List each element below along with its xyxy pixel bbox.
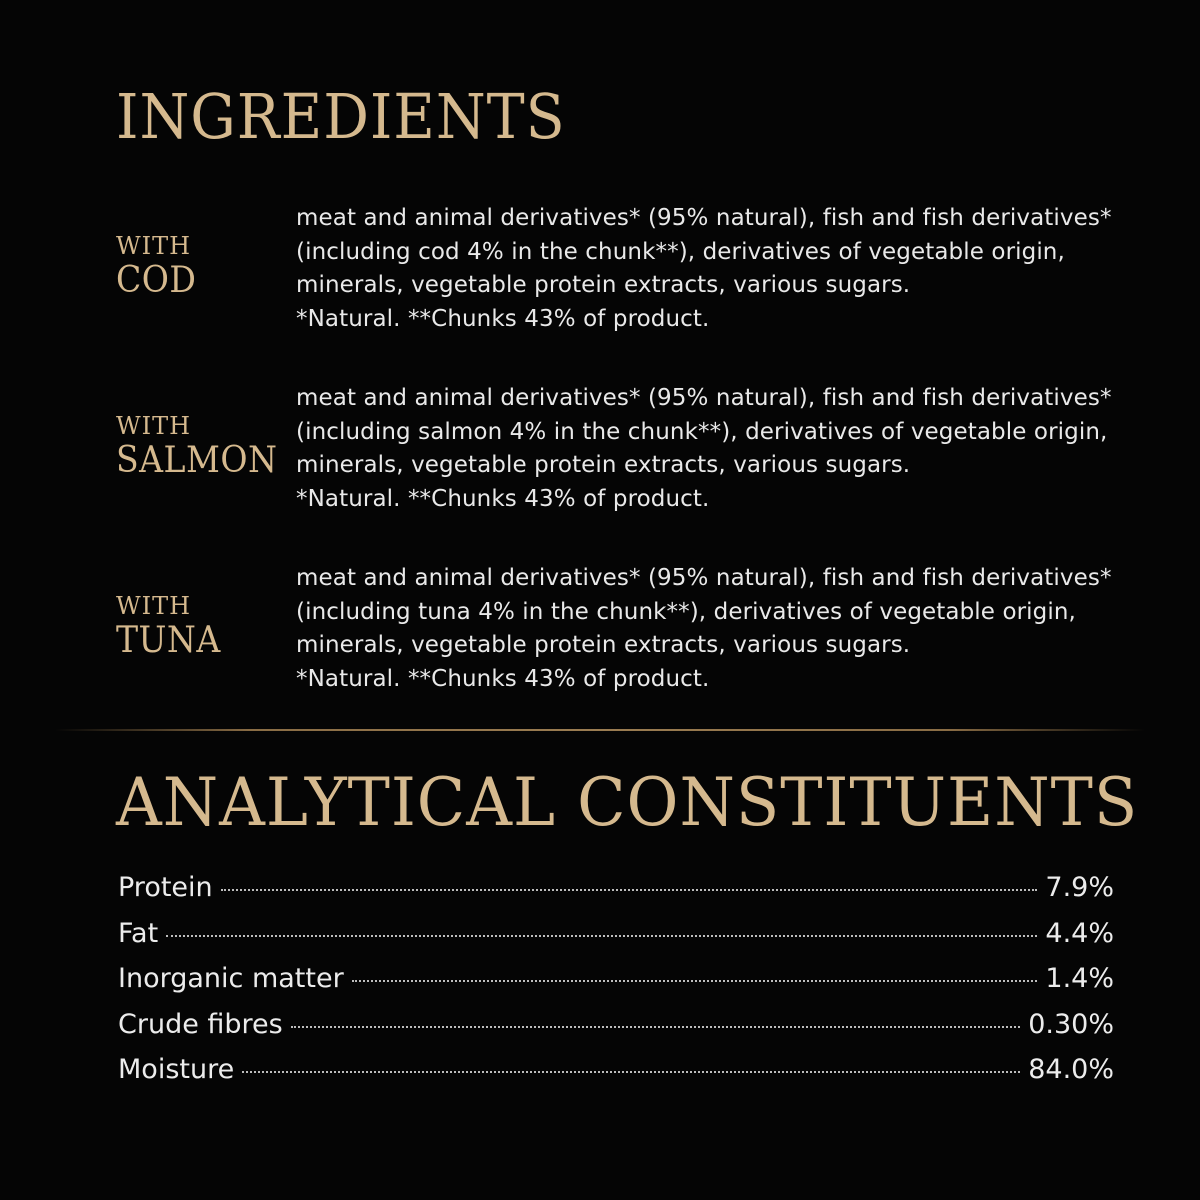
section-divider	[55, 729, 1145, 731]
analytical-constituents-title: ANALYTICAL CONSTITUENTS	[116, 764, 1139, 841]
dotted-leader	[291, 1026, 1020, 1028]
variant-cod	[0, 205, 1200, 348]
ingredient-line: minerals, vegetable protein extracts, various sugars.	[296, 272, 911, 299]
ingredient-line: (including cod 4% in the chunk**), derivatives of vegetable origin,	[296, 238, 1065, 265]
constituent-name: Moisture	[118, 1054, 235, 1085]
variant-salmon	[0, 385, 1200, 528]
variant-with-label: WITH	[116, 232, 192, 260]
ingredient-footnote: *Natural. **Chunks 43% of product.	[296, 306, 710, 333]
variant-tuna	[0, 565, 1200, 708]
constituent-row-fat	[118, 918, 1114, 964]
ingredient-line: meat and animal derivatives* (95% natural), fish and fish derivatives*	[296, 205, 1112, 231]
variant-ingredient-text	[296, 562, 1196, 697]
constituent-value: 1.4%	[1045, 963, 1114, 994]
ingredient-line: meat and animal derivatives* (95% natural), fish and fish derivatives*	[296, 385, 1112, 411]
dotted-leader	[242, 1071, 1020, 1073]
dotted-leader	[166, 935, 1037, 937]
dotted-leader	[221, 889, 1038, 891]
constituent-name: Fat	[118, 917, 159, 949]
constituent-row-moisture	[118, 1054, 1114, 1100]
ingredient-line: (including salmon 4% in the chunk**), derivatives of vegetable origin,	[296, 418, 1108, 445]
ingredient-footnote: *Natural. **Chunks 43% of product.	[296, 486, 710, 513]
constituent-name: Inorganic matter	[118, 963, 344, 994]
ingredient-line: minerals, vegetable protein extracts, various sugars.	[296, 632, 911, 659]
constituent-name: Crude fibres	[118, 1008, 283, 1040]
variant-name: COD	[116, 260, 197, 301]
ingredient-footnote: *Natural. **Chunks 43% of product.	[296, 666, 710, 693]
constituent-row-crude-fibres	[118, 1009, 1114, 1055]
variant-name: TUNA	[116, 620, 221, 661]
constituent-value: 7.9%	[1045, 872, 1114, 903]
ingredient-line: meat and animal derivatives* (95% natural), fish and fish derivatives*	[296, 565, 1112, 591]
dotted-leader	[352, 980, 1038, 982]
ingredient-line: minerals, vegetable protein extracts, various sugars.	[296, 452, 911, 479]
variant-with-label: WITH	[116, 592, 192, 620]
constituent-value: 84.0%	[1028, 1054, 1114, 1085]
constituent-row-protein	[118, 872, 1114, 918]
variant-with-label: WITH	[116, 412, 192, 440]
ingredients-title: INGREDIENTS	[116, 80, 566, 153]
constituent-value: 4.4%	[1045, 917, 1114, 949]
constituent-row-inorganic-matter	[118, 963, 1114, 1009]
variant-ingredient-text	[296, 382, 1196, 517]
variant-ingredient-text	[296, 202, 1196, 337]
constituent-name: Protein	[118, 872, 213, 903]
constituents-list	[118, 872, 1114, 1100]
ingredient-line: (including tuna 4% in the chunk**), derivatives of vegetable origin,	[296, 598, 1076, 625]
variant-name: SALMON	[116, 440, 278, 481]
constituent-value: 0.30%	[1028, 1008, 1114, 1040]
